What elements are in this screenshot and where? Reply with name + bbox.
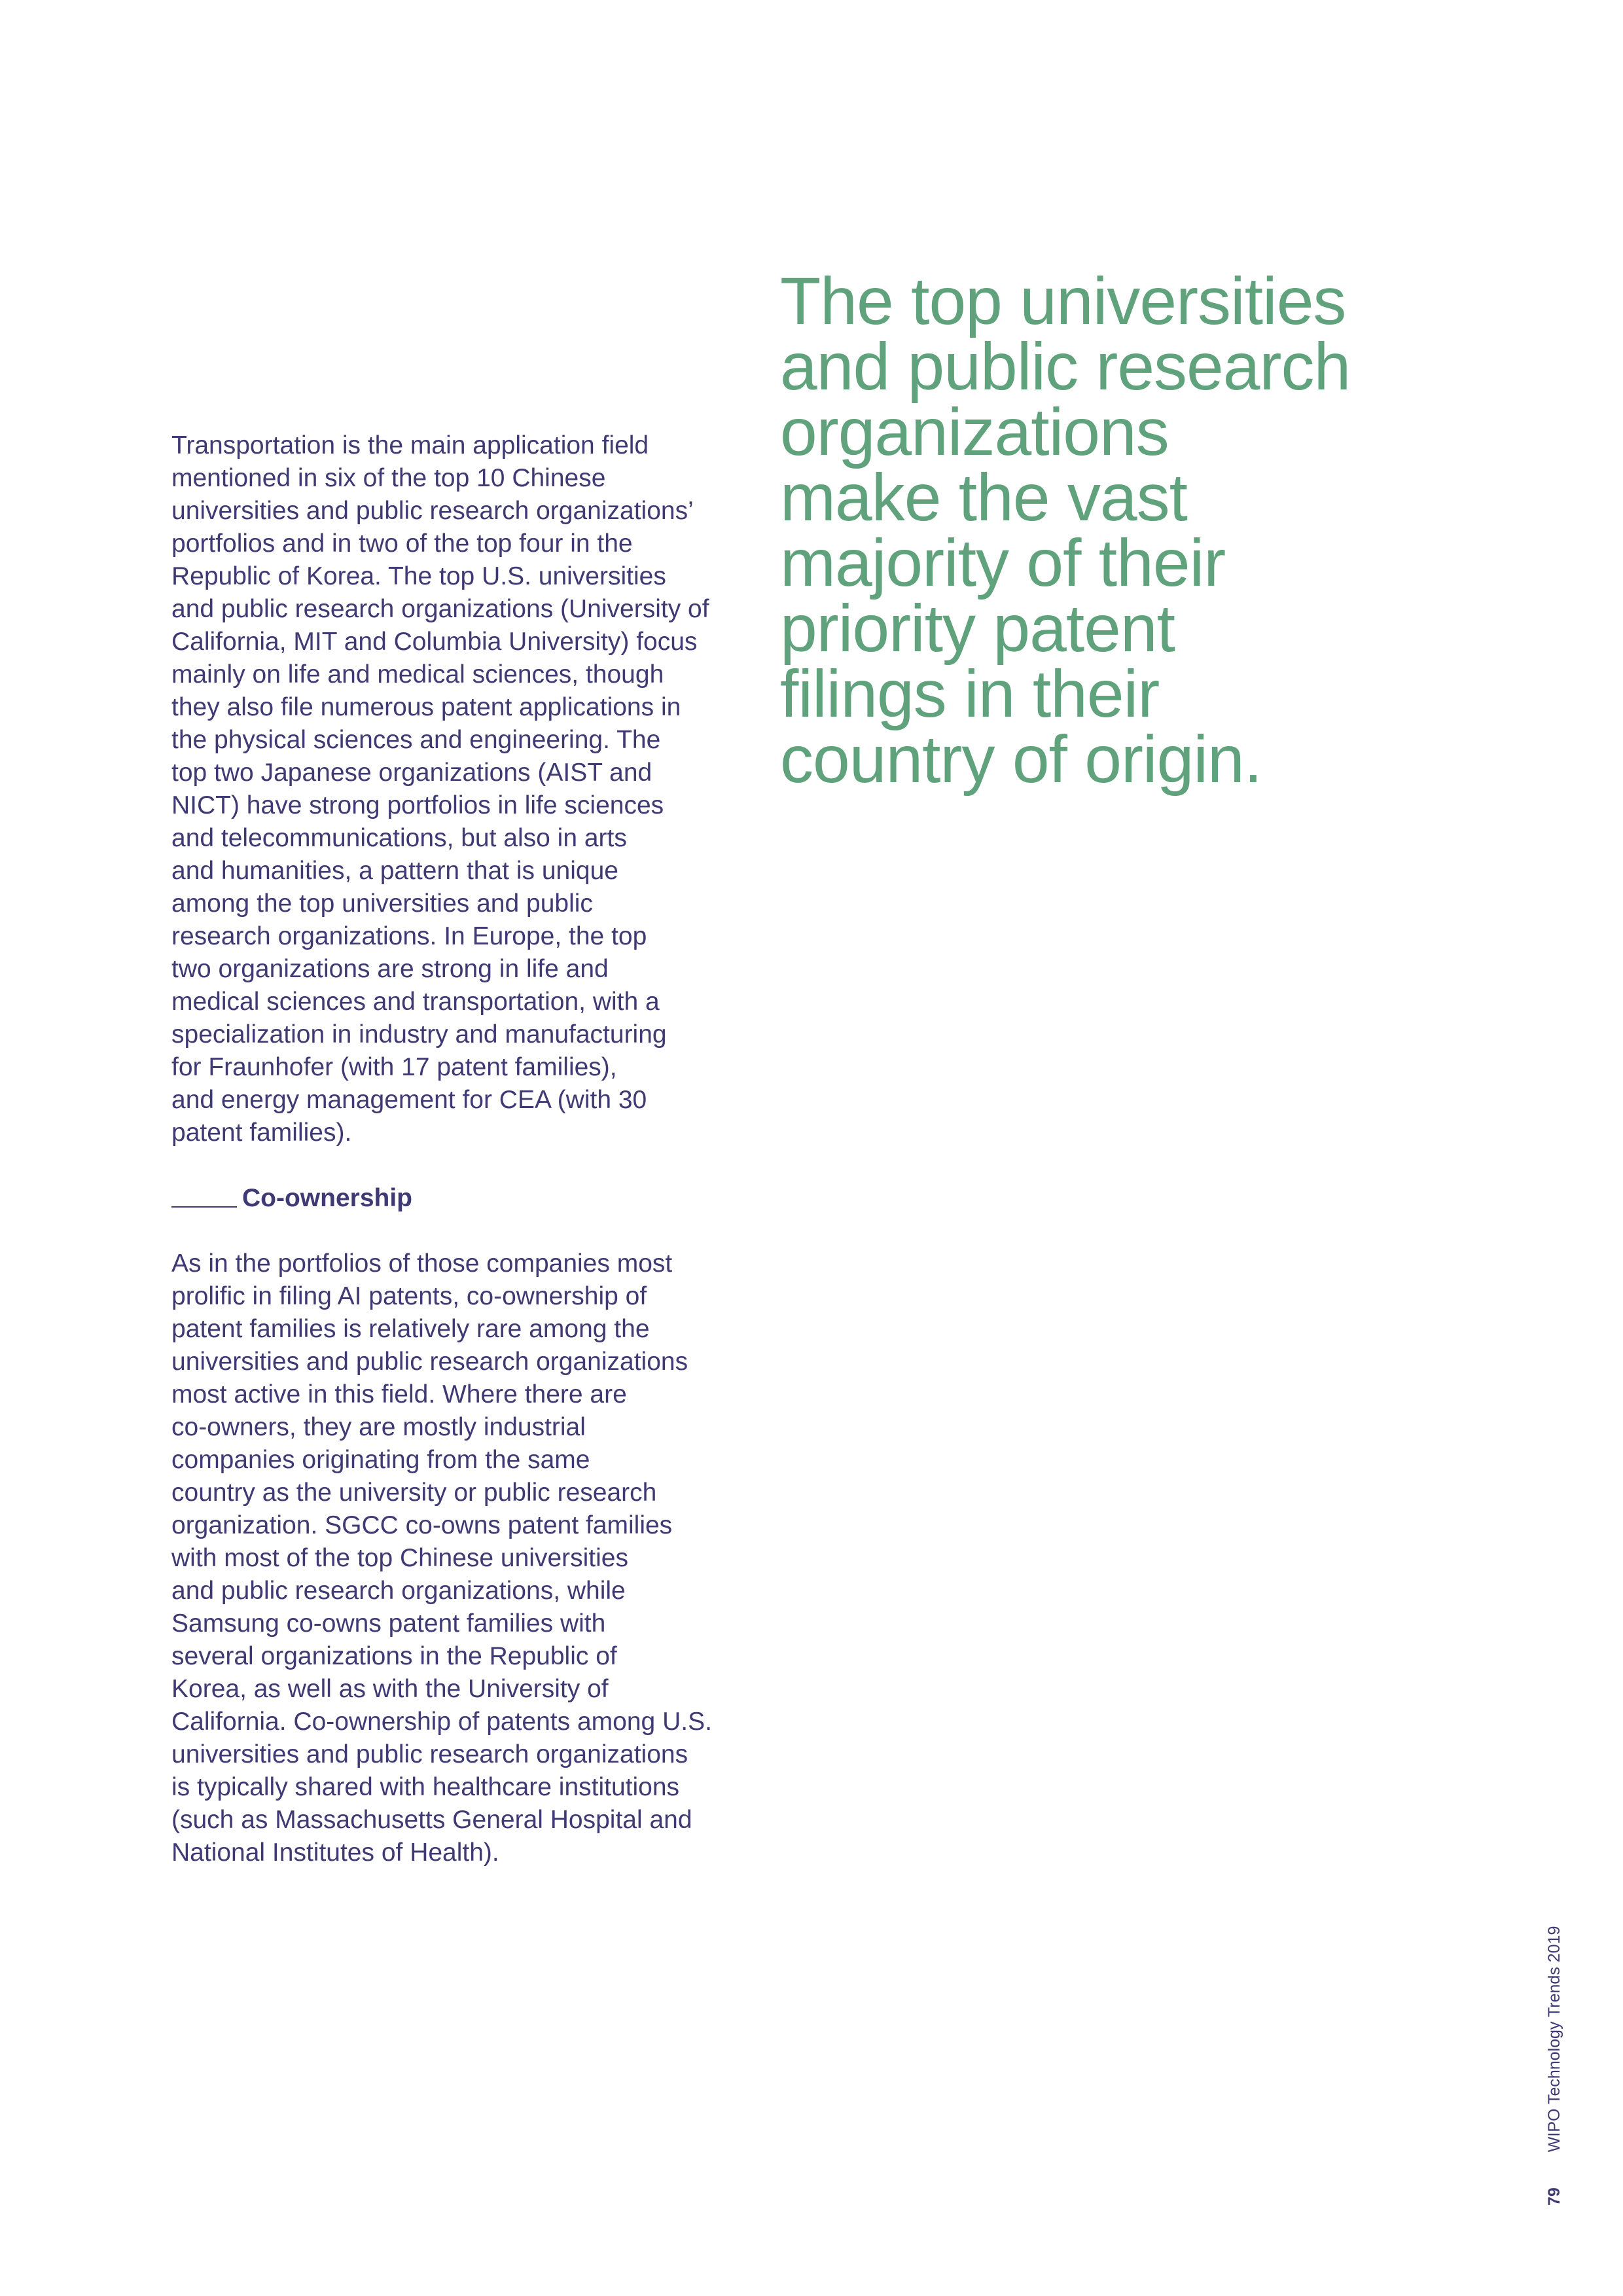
pull-quote: The top universities and public research organizations make the vast majority of their priority patent filings in their country of origin. (780, 264, 1351, 797)
publication-title: WIPO Technology Trends 2019 (1545, 1926, 1563, 2153)
body-paragraph-co-ownership: As in the portfolios of those companies most prolific in filing AI patents, co-ownership of patent families is relatively rare among the universities and public research organizations most active in this field. Where there are co-owners, they are mostly industrial companies originating from the same country as the university or public research organization. SGCC co-owns patent families with most of the top Chinese universities and public research organizations, while Samsung co-owns patent families with several organizations in the Republic of Korea, as well as with the University of California. Co-ownership of patents among U.S. universities and public research organizations is typically shared with healthcare institutions (such as Massachusetts General Hospital and National Institutes of Health). (171, 1249, 712, 1867)
body-paragraph-applications: Transportation is the main application field mentioned in six of the top 10 Chinese universities and public research organizations’ portfolios and in two of the top four in the Republic of Korea. The top U.S. universities and public research organizations (University of California, MIT and Columbia University) focus mainly on life and medical sciences, though they also file numerous patent applications in the physical sciences and engineering. The top two Japanese organizations (AIST and NICT) have strong portfolios in life sciences and telecommunications, but also in arts and humanities, a pattern that is unique among the top universities and public research organizations. In Europe, the top two organizations are strong in life and medical sciences and transportation, with a specialization in industry and manufacturing for Fraunhofer (with 17 patent families), and energy management for CEA (with 30 patent families). (171, 431, 709, 1147)
running-footer (1538, 1865, 1571, 2206)
section-heading (171, 1182, 774, 1215)
page-number: 79 (1545, 2187, 1563, 2206)
section-heading-label: Co-ownership (242, 1184, 412, 1212)
heading-rule (171, 1206, 237, 1208)
running-footer-text (1538, 1865, 1571, 2206)
body-column (171, 429, 774, 1869)
